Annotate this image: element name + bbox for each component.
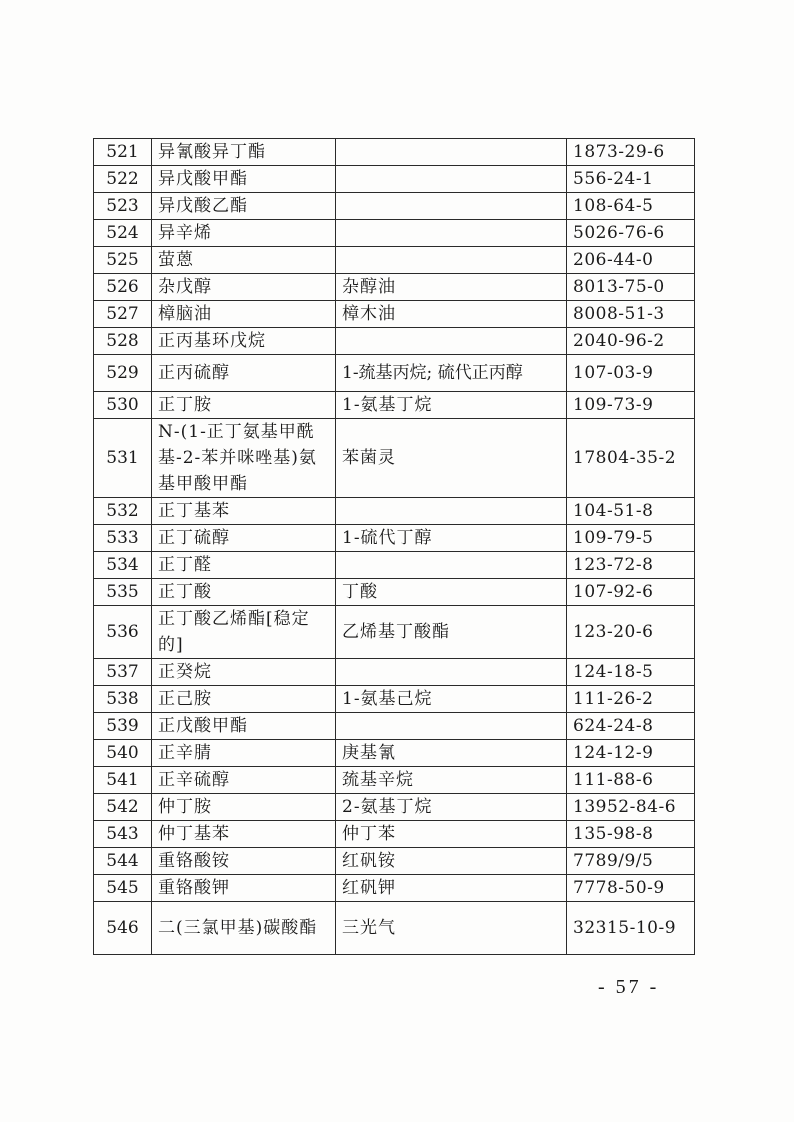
chemical-alias: 苯菌灵 — [336, 419, 567, 498]
table-row — [94, 301, 695, 328]
row-number: 527 — [94, 301, 152, 328]
cas-number: 124-12-9 — [567, 740, 695, 767]
chemical-name: 正辛腈 — [152, 740, 336, 767]
row-number: 528 — [94, 328, 152, 355]
table-row — [94, 166, 695, 193]
chemical-alias: 1-巯基丙烷; 硫代正丙醇 — [336, 355, 567, 392]
table-row — [94, 355, 695, 392]
row-number: 526 — [94, 274, 152, 301]
table-row — [94, 193, 695, 220]
chemical-alias — [336, 193, 567, 220]
chemical-name: N-(1-正丁氨基甲酰基-2-苯并咪唑基)氨基甲酸甲酯 — [152, 419, 336, 498]
table-row — [94, 740, 695, 767]
table-body — [94, 139, 695, 955]
chemical-name: 异辛烯 — [152, 220, 336, 247]
chemical-name: 仲丁胺 — [152, 794, 336, 821]
cas-number: 206-44-0 — [567, 247, 695, 274]
cas-number: 1873-29-6 — [567, 139, 695, 166]
chemical-name: 正丙硫醇 — [152, 355, 336, 392]
row-number: 524 — [94, 220, 152, 247]
chemical-name: 杂戊醇 — [152, 274, 336, 301]
chemical-name: 重铬酸铵 — [152, 848, 336, 875]
chemical-name: 异戊酸甲酯 — [152, 166, 336, 193]
cas-number: 109-73-9 — [567, 392, 695, 419]
table-row — [94, 686, 695, 713]
table-row — [94, 713, 695, 740]
chemical-name: 正丁酸 — [152, 579, 336, 606]
chemical-alias: 红矾钾 — [336, 875, 567, 902]
table-row — [94, 767, 695, 794]
row-number: 534 — [94, 552, 152, 579]
table-row — [94, 139, 695, 166]
cas-number: 5026-76-6 — [567, 220, 695, 247]
chemical-name: 正丙基环戊烷 — [152, 328, 336, 355]
row-number: 538 — [94, 686, 152, 713]
cas-number: 8008-51-3 — [567, 301, 695, 328]
chemical-name: 正丁酸乙烯酯[稳定的] — [152, 606, 336, 659]
table-row — [94, 579, 695, 606]
chemical-name: 正丁醛 — [152, 552, 336, 579]
row-number: 544 — [94, 848, 152, 875]
cas-number: 104-51-8 — [567, 498, 695, 525]
cas-number: 7789/9/5 — [567, 848, 695, 875]
chemical-name: 正丁胺 — [152, 392, 336, 419]
row-number: 525 — [94, 247, 152, 274]
row-number: 543 — [94, 821, 152, 848]
table-row — [94, 392, 695, 419]
row-number: 521 — [94, 139, 152, 166]
chemical-name: 异氰酸异丁酯 — [152, 139, 336, 166]
chemical-name: 正丁硫醇 — [152, 525, 336, 552]
chemical-name: 二(三氯甲基)碳酸酯 — [152, 902, 336, 955]
row-number: 537 — [94, 659, 152, 686]
cas-number: 13952-84-6 — [567, 794, 695, 821]
chemical-alias: 三光气 — [336, 902, 567, 955]
row-number: 535 — [94, 579, 152, 606]
table-row — [94, 419, 695, 498]
chemical-alias — [336, 220, 567, 247]
chemical-name: 正戊酸甲酯 — [152, 713, 336, 740]
cas-number: 8013-75-0 — [567, 274, 695, 301]
chemical-alias: 1-硫代丁醇 — [336, 525, 567, 552]
chemical-name: 樟脑油 — [152, 301, 336, 328]
table-row — [94, 902, 695, 955]
chemical-alias: 乙烯基丁酸酯 — [336, 606, 567, 659]
table-row — [94, 821, 695, 848]
cas-number: 17804-35-2 — [567, 419, 695, 498]
chemical-alias — [336, 552, 567, 579]
chemical-alias: 樟木油 — [336, 301, 567, 328]
chemical-alias: 2-氨基丁烷 — [336, 794, 567, 821]
chemical-name: 正丁基苯 — [152, 498, 336, 525]
row-number: 530 — [94, 392, 152, 419]
chemical-alias — [336, 659, 567, 686]
row-number: 532 — [94, 498, 152, 525]
table-row — [94, 247, 695, 274]
chemical-alias — [336, 247, 567, 274]
chemical-alias — [336, 328, 567, 355]
table-row — [94, 659, 695, 686]
row-number: 533 — [94, 525, 152, 552]
cas-number: 107-03-9 — [567, 355, 695, 392]
cas-number: 111-26-2 — [567, 686, 695, 713]
table-row — [94, 794, 695, 821]
table-row — [94, 875, 695, 902]
page-number: - 57 - — [598, 976, 660, 998]
row-number: 531 — [94, 419, 152, 498]
chemical-name: 萤蒽 — [152, 247, 336, 274]
table-row — [94, 274, 695, 301]
row-number: 545 — [94, 875, 152, 902]
cas-number: 124-18-5 — [567, 659, 695, 686]
row-number: 536 — [94, 606, 152, 659]
cas-number: 111-88-6 — [567, 767, 695, 794]
chemical-alias — [336, 139, 567, 166]
chemical-name: 异戊酸乙酯 — [152, 193, 336, 220]
row-number: 539 — [94, 713, 152, 740]
cas-number: 107-92-6 — [567, 579, 695, 606]
chemical-alias — [336, 166, 567, 193]
chemical-alias: 巯基辛烷 — [336, 767, 567, 794]
cas-number: 7778-50-9 — [567, 875, 695, 902]
chemical-name: 仲丁基苯 — [152, 821, 336, 848]
cas-number: 123-20-6 — [567, 606, 695, 659]
cas-number: 2040-96-2 — [567, 328, 695, 355]
chemical-alias: 丁酸 — [336, 579, 567, 606]
chemical-alias: 杂醇油 — [336, 274, 567, 301]
cas-number: 123-72-8 — [567, 552, 695, 579]
row-number: 522 — [94, 166, 152, 193]
table-row — [94, 525, 695, 552]
row-number: 523 — [94, 193, 152, 220]
row-number: 546 — [94, 902, 152, 955]
chemical-name: 正己胺 — [152, 686, 336, 713]
row-number: 542 — [94, 794, 152, 821]
chemical-name: 重铬酸钾 — [152, 875, 336, 902]
cas-number: 556-24-1 — [567, 166, 695, 193]
chemical-alias — [336, 498, 567, 525]
table-row — [94, 606, 695, 659]
cas-number: 624-24-8 — [567, 713, 695, 740]
chemical-name: 正癸烷 — [152, 659, 336, 686]
table-row — [94, 552, 695, 579]
chemical-alias: 仲丁苯 — [336, 821, 567, 848]
row-number: 529 — [94, 355, 152, 392]
chemical-alias: 1-氨基己烷 — [336, 686, 567, 713]
table-row — [94, 498, 695, 525]
chemical-alias: 1-氨基丁烷 — [336, 392, 567, 419]
cas-number: 108-64-5 — [567, 193, 695, 220]
row-number: 540 — [94, 740, 152, 767]
chemical-name: 正辛硫醇 — [152, 767, 336, 794]
table-row — [94, 220, 695, 247]
chemical-alias — [336, 713, 567, 740]
chemical-alias: 庚基氰 — [336, 740, 567, 767]
chemical-alias: 红矾铵 — [336, 848, 567, 875]
chemical-list-table — [93, 138, 695, 955]
table-row — [94, 328, 695, 355]
cas-number: 109-79-5 — [567, 525, 695, 552]
cas-number: 135-98-8 — [567, 821, 695, 848]
row-number: 541 — [94, 767, 152, 794]
table-row — [94, 848, 695, 875]
cas-number: 32315-10-9 — [567, 902, 695, 955]
